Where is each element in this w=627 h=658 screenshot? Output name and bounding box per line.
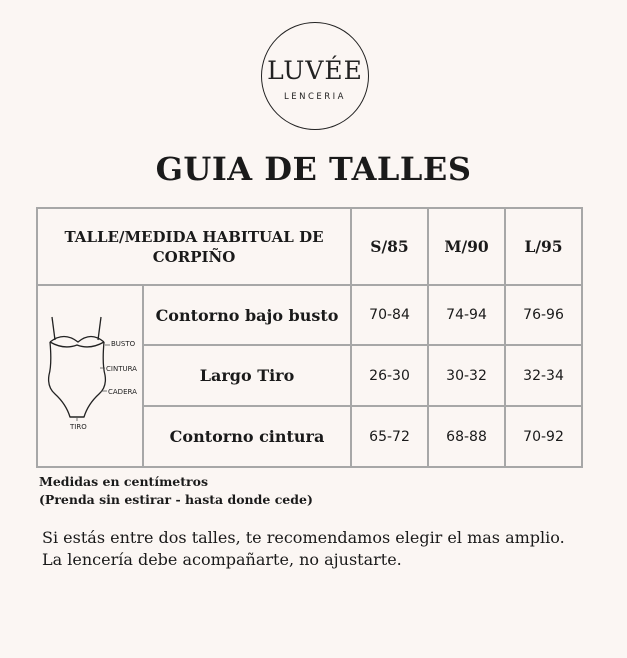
diagram-label-cintura: CINTURA <box>106 365 137 373</box>
cell-value: 26-30 <box>351 345 428 406</box>
diagram-label-cadera: CADERA <box>108 388 137 396</box>
recommendation-text <box>42 527 565 571</box>
diagram-label-busto: BUSTO <box>111 340 136 348</box>
row-label-contorno-cintura: Contorno cintura <box>143 406 351 467</box>
size-header-s: S/85 <box>351 208 428 285</box>
diagram-label-tiro: TIRO <box>70 423 87 431</box>
header-label: TALLE/MEDIDA HABITUAL DE CORPIÑO <box>37 208 351 285</box>
bodysuit-diagram-icon <box>38 287 142 465</box>
cell-value: 30-32 <box>428 345 505 406</box>
notes-line-stretch: (Prenda sin estirar - hasta donde cede) <box>39 492 313 507</box>
page-title: GUIA DE TALLES <box>155 150 472 188</box>
recommendation-line-2: La lencería debe acompañarte, no ajustarte. <box>42 550 402 569</box>
cell-value: 32-34 <box>505 345 582 406</box>
size-chart-table <box>36 207 583 468</box>
logo-subtitle: LENCERIA <box>284 92 346 102</box>
brand-logo <box>261 22 369 130</box>
cell-value: 70-84 <box>351 285 428 345</box>
measurement-notes <box>39 473 313 509</box>
cell-value: 65-72 <box>351 406 428 467</box>
logo-name: LUVÉE <box>267 56 363 85</box>
table-row <box>37 285 582 345</box>
cell-value: 68-88 <box>428 406 505 467</box>
notes-line-units: Medidas en centímetros <box>39 474 208 489</box>
row-label-bajo-busto: Contorno bajo busto <box>143 285 351 345</box>
cell-value: 74-94 <box>428 285 505 345</box>
cell-value: 70-92 <box>505 406 582 467</box>
size-header-l: L/95 <box>505 208 582 285</box>
bodysuit-diagram-cell <box>37 285 143 467</box>
recommendation-line-1: Si estás entre dos talles, te recomendamos elegir el mas amplio. <box>42 528 565 547</box>
size-header-m: M/90 <box>428 208 505 285</box>
cell-value: 76-96 <box>505 285 582 345</box>
table-header-row <box>37 208 582 285</box>
row-label-largo-tiro: Largo Tiro <box>143 345 351 406</box>
